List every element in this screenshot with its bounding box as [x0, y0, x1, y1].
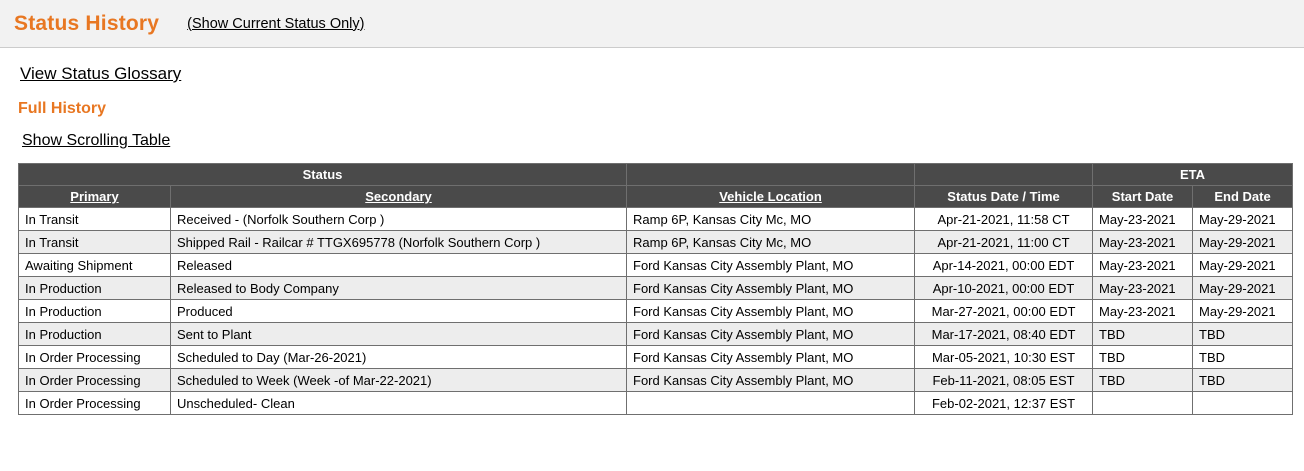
table-row [19, 231, 1293, 254]
cell-primary: In Transit [19, 231, 171, 254]
column-header-primary[interactable] [19, 186, 171, 208]
cell-status-datetime: Apr-14-2021, 00:00 EDT [915, 254, 1093, 277]
cell-status-datetime: Feb-02-2021, 12:37 EST [915, 392, 1093, 415]
cell-status-datetime: Feb-11-2021, 08:05 EST [915, 369, 1093, 392]
status-history-header [0, 0, 1304, 48]
cell-status-datetime: Mar-05-2021, 10:30 EST [915, 346, 1093, 369]
column-header-status-datetime-label[interactable]: Status Date / Time [947, 189, 1060, 204]
cell-start-date: May-23-2021 [1093, 254, 1193, 277]
column-header-primary-label[interactable]: Primary [70, 189, 119, 204]
cell-start-date: May-23-2021 [1093, 208, 1193, 231]
column-header-vehicle-location-label[interactable]: Vehicle Location [719, 189, 822, 204]
table-row [19, 300, 1293, 323]
table-head [19, 164, 1293, 208]
cell-secondary: Produced [171, 300, 627, 323]
cell-end-date: TBD [1193, 346, 1293, 369]
group-header-status-datetime [915, 164, 1093, 186]
column-header-status-datetime[interactable] [915, 186, 1093, 208]
cell-vehicle-location [627, 392, 915, 415]
table-column-header-row [19, 186, 1293, 208]
cell-start-date: May-23-2021 [1093, 300, 1193, 323]
cell-secondary: Released [171, 254, 627, 277]
cell-status-datetime: Mar-27-2021, 00:00 EDT [915, 300, 1093, 323]
cell-start-date: TBD [1093, 369, 1193, 392]
table-row [19, 323, 1293, 346]
cell-primary: In Order Processing [19, 369, 171, 392]
column-header-vehicle-location[interactable] [627, 186, 915, 208]
cell-vehicle-location: Ramp 6P, Kansas City Mc, MO [627, 231, 915, 254]
table-group-header-row [19, 164, 1293, 186]
cell-vehicle-location: Ford Kansas City Assembly Plant, MO [627, 277, 915, 300]
status-history-table [18, 163, 1293, 415]
table-row [19, 208, 1293, 231]
cell-start-date: May-23-2021 [1093, 277, 1193, 300]
cell-primary: In Production [19, 300, 171, 323]
cell-end-date: May-29-2021 [1193, 208, 1293, 231]
cell-start-date: TBD [1093, 346, 1193, 369]
cell-primary: In Production [19, 323, 171, 346]
cell-vehicle-location: Ford Kansas City Assembly Plant, MO [627, 346, 915, 369]
cell-status-datetime: Apr-21-2021, 11:58 CT [915, 208, 1093, 231]
cell-primary: In Production [19, 277, 171, 300]
cell-primary: Awaiting Shipment [19, 254, 171, 277]
cell-end-date: May-29-2021 [1193, 300, 1293, 323]
cell-end-date: TBD [1193, 369, 1293, 392]
column-header-start-date[interactable] [1093, 186, 1193, 208]
group-header-status: Status [19, 164, 627, 186]
table-body [19, 208, 1293, 415]
show-current-status-only-link[interactable]: (Show Current Status Only) [187, 15, 365, 32]
cell-start-date: May-23-2021 [1093, 231, 1193, 254]
cell-secondary: Released to Body Company [171, 277, 627, 300]
view-status-glossary-link[interactable]: View Status Glossary [20, 64, 182, 83]
cell-status-datetime: Apr-10-2021, 00:00 EDT [915, 277, 1093, 300]
column-header-end-date-label[interactable]: End Date [1214, 189, 1271, 204]
cell-start-date: TBD [1093, 323, 1193, 346]
cell-vehicle-location: Ford Kansas City Assembly Plant, MO [627, 323, 915, 346]
cell-status-datetime: Apr-21-2021, 11:00 CT [915, 231, 1093, 254]
cell-secondary: Scheduled to Day (Mar-26-2021) [171, 346, 627, 369]
cell-start-date [1093, 392, 1193, 415]
column-header-end-date[interactable] [1193, 186, 1293, 208]
table-row [19, 254, 1293, 277]
cell-secondary: Scheduled to Week (Week -of Mar-22-2021) [171, 369, 627, 392]
status-history-body [0, 48, 1304, 415]
cell-end-date: May-29-2021 [1193, 254, 1293, 277]
cell-secondary: Unscheduled- Clean [171, 392, 627, 415]
cell-end-date: May-29-2021 [1193, 231, 1293, 254]
cell-end-date [1193, 392, 1293, 415]
cell-vehicle-location: Ramp 6P, Kansas City Mc, MO [627, 208, 915, 231]
cell-vehicle-location: Ford Kansas City Assembly Plant, MO [627, 254, 915, 277]
table-row [19, 369, 1293, 392]
column-header-secondary-label[interactable]: Secondary [365, 189, 432, 204]
cell-primary: In Order Processing [19, 392, 171, 415]
group-header-eta: ETA [1093, 164, 1293, 186]
cell-end-date: May-29-2021 [1193, 277, 1293, 300]
cell-vehicle-location: Ford Kansas City Assembly Plant, MO [627, 300, 915, 323]
cell-primary: In Order Processing [19, 346, 171, 369]
cell-status-datetime: Mar-17-2021, 08:40 EDT [915, 323, 1093, 346]
table-row [19, 392, 1293, 415]
cell-end-date: TBD [1193, 323, 1293, 346]
page-title: Status History [14, 11, 160, 35]
cell-secondary: Sent to Plant [171, 323, 627, 346]
full-history-heading: Full History [18, 100, 107, 117]
show-scrolling-table-link[interactable]: Show Scrolling Table [22, 132, 171, 149]
cell-vehicle-location: Ford Kansas City Assembly Plant, MO [627, 369, 915, 392]
cell-primary: In Transit [19, 208, 171, 231]
cell-secondary: Shipped Rail - Railcar # TTGX695778 (Norfolk Southern Corp ) [171, 231, 627, 254]
column-header-secondary[interactable] [171, 186, 627, 208]
cell-secondary: Received - (Norfolk Southern Corp ) [171, 208, 627, 231]
column-header-start-date-label[interactable]: Start Date [1111, 189, 1174, 204]
table-row [19, 277, 1293, 300]
group-header-vehicle-location [627, 164, 915, 186]
table-row [19, 346, 1293, 369]
